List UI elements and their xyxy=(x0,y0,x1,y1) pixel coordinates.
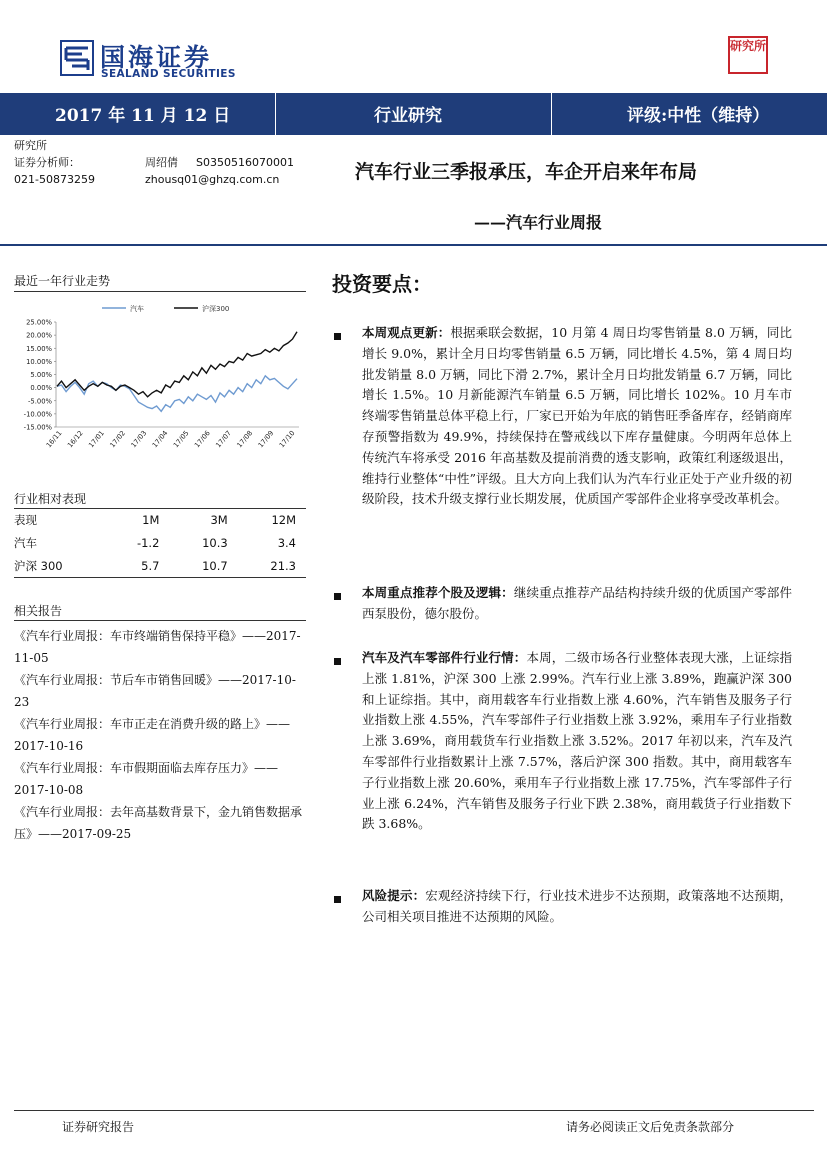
x-tick-label: 16/12 xyxy=(65,429,85,450)
y-tick-label: -15.00% xyxy=(23,423,52,432)
table-header-cell: 表现 xyxy=(14,512,37,527)
weekly-view-paragraph xyxy=(362,323,792,510)
rating: 评级:中性（维持） xyxy=(627,106,770,126)
table-cell: 10.3 xyxy=(202,535,228,550)
research-seal: 研究所 xyxy=(728,36,768,74)
paragraph-text: 继续重点推荐产品结构持续升级的优质国产零部件西泵股份，德尔股份。 xyxy=(362,585,792,621)
bullet-square-icon xyxy=(334,658,341,665)
x-tick-label: 17/10 xyxy=(277,429,297,450)
paragraph-text: 本周，二级市场各行业整体表现大涨，上证综指上涨 1.81%，沪深 300 上涨 2.99%。汽车行业上涨 3.89%，跑赢沪深 300 和上证综指。其中，商用载客车行业指数上涨 4.60%，汽车销售及服务子行业指数上涨 4.55%，汽车零部件子行业指数上涨 3.92%，乘用车子行业指数上涨 3.69%，商用载货车行业指数上涨 3.52%。2017 年初以来，汽车及汽车零部件行业指数累计上涨 7.57%，落后沪深 300 指数。其中，商用载客车子行业指数上涨 20.60%，乘用车子行业指数上涨 17.75%，汽车零部件子行业上涨 6.24%，汽车销售及服务子行业下跌 2.38%，商用载货子行业指数下跌 3.68%。 xyxy=(362,650,792,832)
section-divider xyxy=(14,577,306,578)
x-tick-label: 17/03 xyxy=(129,429,149,450)
table-cell: -1.2 xyxy=(136,535,160,550)
footer-divider xyxy=(14,1110,814,1111)
table-header-cell: 3M xyxy=(210,512,228,527)
paragraph-heading: 风险提示： xyxy=(362,888,426,903)
table-cell: 汽车 xyxy=(14,535,37,550)
related-reports-label: 相关报告 xyxy=(14,604,63,618)
paragraph-heading: 本周观点更新： xyxy=(362,325,451,340)
report-date: 2017 年 11 月 12 日 xyxy=(55,106,231,126)
table-header-cell: 12M xyxy=(271,512,296,527)
sealand-logo-icon xyxy=(60,40,94,76)
x-tick-label: 16/11 xyxy=(44,429,64,450)
performance-table xyxy=(14,508,306,577)
market-paragraph xyxy=(362,648,792,835)
table-cell: 沪深 300 xyxy=(14,558,63,573)
related-report-link[interactable]: 《汽车行业周报：车市正走在消费升级的路上》——2017-10-16 xyxy=(14,717,291,753)
report-subtitle: ——汽车行业周报 xyxy=(474,213,603,232)
y-tick-label: 5.00% xyxy=(30,371,52,379)
legend-label: 汽车 xyxy=(130,305,144,313)
related-reports-list xyxy=(14,625,306,845)
x-tick-label: 17/05 xyxy=(171,429,191,450)
stock-picks-paragraph xyxy=(362,583,792,625)
industry-trend-chart xyxy=(14,300,309,460)
related-report-link[interactable]: 《汽车行业周报：车市终端销售保持平稳》——2017-11-05 xyxy=(14,629,301,665)
table-cell: 3.4 xyxy=(277,535,296,550)
table-cell: 5.7 xyxy=(141,558,160,573)
y-tick-label: 25.00% xyxy=(26,318,52,327)
paragraph-heading: 本周重点推荐个股及逻辑： xyxy=(362,585,514,600)
x-tick-label: 17/09 xyxy=(256,429,276,450)
y-tick-label: -5.00% xyxy=(27,397,52,406)
bullet-square-icon xyxy=(334,896,341,903)
trend-label: 最近一年行业走势 xyxy=(14,274,111,288)
analyst-license: S0350516070001 xyxy=(196,156,294,169)
table-header-cell: 1M xyxy=(142,512,160,527)
paragraph-heading: 汽车及汽车零部件行业行情： xyxy=(362,650,527,665)
logo-english-name: SEALAND SECURITIES xyxy=(101,68,236,80)
table-row xyxy=(14,531,306,554)
analyst-role: 证券分析师： xyxy=(14,156,80,169)
y-tick-label: 10.00% xyxy=(26,357,52,366)
section-divider xyxy=(14,291,306,292)
series-line-沪深300 xyxy=(57,332,297,397)
x-tick-label: 17/06 xyxy=(193,429,212,450)
footer-disclaimer-text: 请务必阅读正文后免责条款部分 xyxy=(566,1120,735,1134)
report-type: 行业研究 xyxy=(374,106,442,126)
x-tick-label: 17/07 xyxy=(214,429,233,450)
band-divider xyxy=(275,93,276,135)
band-divider xyxy=(551,93,552,135)
x-tick-label: 17/02 xyxy=(108,429,128,450)
paragraph-text: 根据乘联会数据，10 月第 4 周日均零售销量 8.0 万辆，同比增长 9.0%，累计全月日均零售销量 6.5 万辆，同比增长 4.5%，第 4 周日均批发销量 8.0 万辆，同比下滑 2.7%，累计全月日均批发销量 6.7 万辆，同比增长 1.5%。10 月新能源汽车销量 6.5 万辆，同比增长 102%。10 月车市终端零售销量总体平稳上行，厂家已开始为年底的销售旺季备库存，经销商库存预警指数为 49.9%，持续保持在警戒线以下库存量健康。今明两年总体上传统汽车将承受 2016 年高基数及提前消费的透支影响，政策红利逐级退出，维持行业整体“中性”评级。且大方向上我们认为汽车行业正处于产业升级的初级阶段，技术升级支撑行业长期发展，优质国产零部件企业将享受改革机会。 xyxy=(362,325,792,507)
report-title: 汽车行业三季报承压，车企开启来年布局 xyxy=(355,161,698,183)
header-divider xyxy=(0,244,827,246)
analyst-email[interactable]: zhousq01@ghzq.com.cn xyxy=(145,173,280,186)
legend-label: 沪深300 xyxy=(202,305,230,313)
table-cell: 10.7 xyxy=(202,558,228,573)
logo-chinese-name: 国海证券 xyxy=(100,43,213,72)
institute-label: 研究所 xyxy=(14,139,47,152)
performance-label: 行业相对表现 xyxy=(14,492,87,506)
section-divider xyxy=(14,620,306,621)
y-tick-label: 0.00% xyxy=(30,384,52,393)
paragraph-text: 宏观经济持续下行，行业技术进步不达预期，政策落地不达预期，公司相关项目推进不达预期的风险。 xyxy=(362,888,792,924)
y-tick-label: 15.00% xyxy=(26,344,52,353)
y-tick-label: -10.00% xyxy=(23,410,52,419)
table-row xyxy=(14,554,306,577)
x-tick-label: 17/08 xyxy=(235,429,255,450)
risk-paragraph xyxy=(362,886,792,928)
analyst-name: 周绍倩 xyxy=(145,156,178,169)
related-report-link[interactable]: 《汽车行业周报：去年高基数背景下，金九销售数据承压》——2017-09-25 xyxy=(14,805,303,841)
bullet-square-icon xyxy=(334,593,341,600)
x-tick-label: 17/01 xyxy=(87,429,106,450)
analyst-phone: 021-50873259 xyxy=(14,173,95,186)
related-report-link[interactable]: 《汽车行业周报：节后车市销售回暖》——2017-10-23 xyxy=(14,673,296,709)
footer-left-text: 证券研究报告 xyxy=(62,1120,135,1134)
investment-highlights-title: 投资要点： xyxy=(332,272,432,296)
y-tick-label: 20.00% xyxy=(26,331,52,340)
x-tick-label: 17/04 xyxy=(150,429,170,450)
table-cell: 21.3 xyxy=(270,558,296,573)
bullet-square-icon xyxy=(334,333,341,340)
table-header-row xyxy=(14,508,306,531)
related-report-link[interactable]: 《汽车行业周报：车市假期面临去库存压力》——2017-10-08 xyxy=(14,761,279,797)
